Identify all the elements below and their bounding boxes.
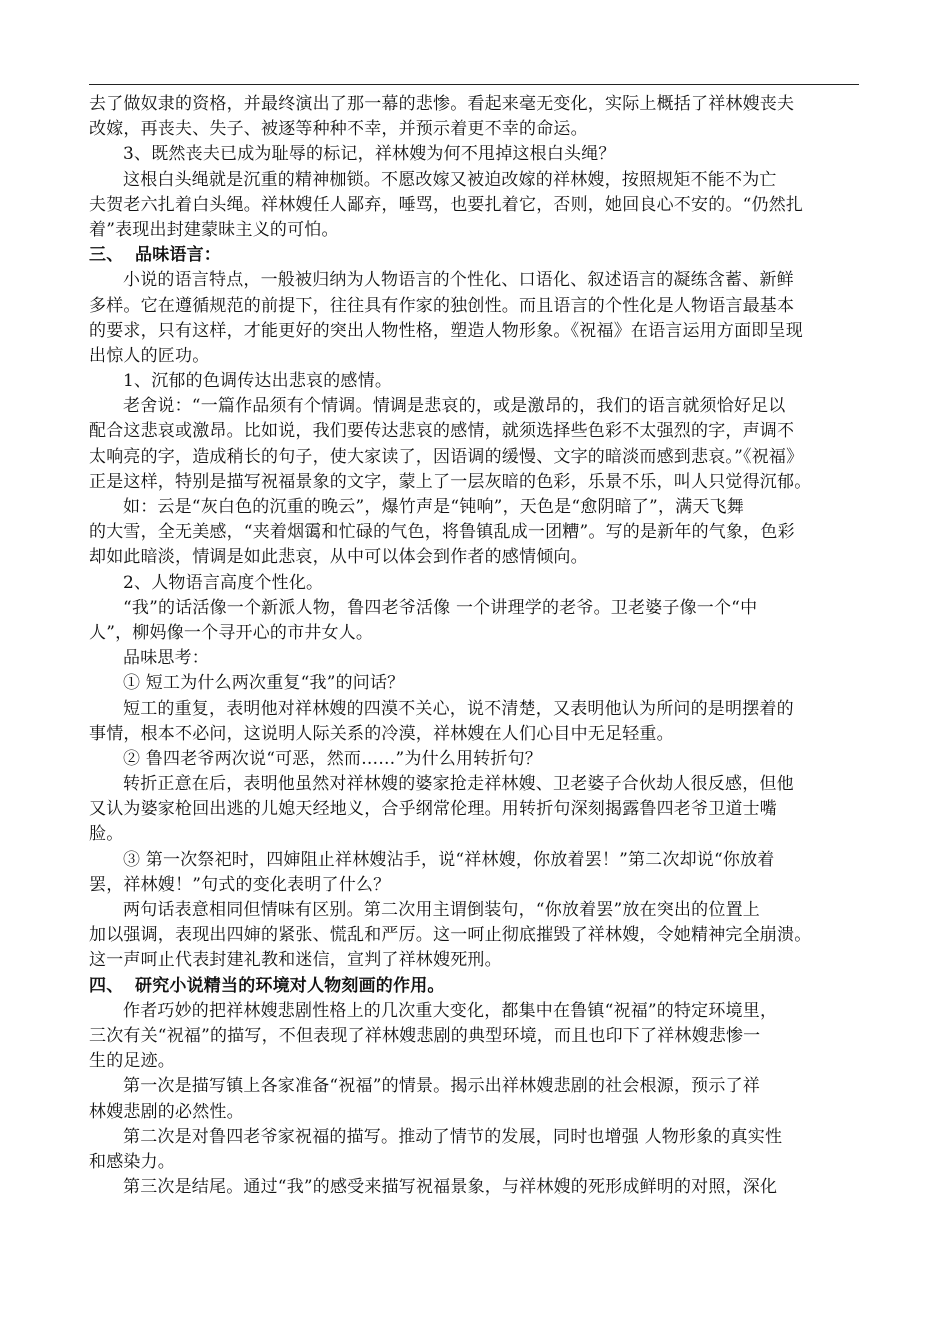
- text-line: 事情，根本不必问，这说明人际关系的冷漠，祥林嫂在人们心目中无足轻重。: [89, 723, 674, 744]
- text-line: 第一次是描写镇上各家准备“祝福”的情景。揭示出祥林嫂悲剧的社会根源，预示了祥: [123, 1076, 760, 1097]
- section-title: 品味语言：: [135, 245, 221, 266]
- text-line: 的要求，只有这样，才能更好的突出人物性格，塑造人物形象。《祝福》在语言运用方面即呈现: [89, 320, 803, 341]
- text-line: 又认为婆家枪回出逃的儿媳天经地义，合乎纲常伦理。用转折句深刻揭露鲁四老爷卫道士嘴: [89, 799, 777, 820]
- text-line: 正是这样，特别是描写祝福景象的文字，蒙上了一层灰暗的色彩，乐景不乐，叫人只觉得沉郁。: [89, 471, 812, 492]
- text-line: 和感染力。: [89, 1151, 175, 1172]
- text-line: 这根白头绳就是沉重的精神枷锁。不愿改嫁又被迫改嫁的祥林嫂，按照规矩不能不为亡: [123, 169, 777, 190]
- text-line: 转折正意在后，表明他虽然对祥林嫂的婆家抢走祥林嫂、卫老婆子合伙劫人很反感，但他: [123, 774, 794, 795]
- text-line: 改嫁，再丧夫、失子、被逐等种种不幸，并预示着更不幸的命运。: [89, 119, 588, 140]
- text-line: 的大雪，全无美感，“夹着烟霭和忙碌的气色，将鲁镇乱成一团糟”。写的是新年的气象，色彩: [89, 522, 795, 543]
- text-line: 如：云是“灰白色的沉重的晚云”，爆竹声是“钝响”，天色是“愈阴暗了”，满天飞舞: [123, 497, 744, 517]
- text-line: 生的足迹。: [89, 1051, 175, 1072]
- text-line: 短工的重复，表明他对祥林嫂的四漠不关心，说不清楚，又表明他认为所问的是明摆着的: [123, 698, 794, 719]
- section-heading-3: [89, 243, 859, 268]
- question-item: ② 鲁四老爷两次说“可恶，然而……”为什么用转折句？: [123, 748, 542, 769]
- text-line: 太响亮的字，造成稍长的句子，使大家读了，因语调的缓慢、文字的暗淡而感到悲哀。”《祝福》: [89, 446, 804, 467]
- subheading: 1、沉郁的色调传达出悲哀的感情。: [123, 371, 393, 392]
- text-line: 夫贺老六扎着白头绳。祥林嫂任人鄙弃，唾骂，也要扎着它，否则，她回良心不安的。“仍然扎: [89, 194, 804, 215]
- text-line: 品味思考：: [123, 648, 209, 669]
- text-line: 三次有关“祝福”的描写，不但表现了祥林嫂悲剧的典型环境，而且也印下了祥林嫂悲惨一: [89, 1025, 761, 1046]
- text-line: 林嫂悲剧的必然性。: [89, 1101, 244, 1122]
- text-line: 却如此暗淡，情调是如此悲哀，从中可以体会到作者的感情倾向。: [89, 547, 588, 568]
- text-line: “我”的话活像一个新派人物，鲁四老爷活像 一个讲理学的老爷。卫老婆子像一个“中: [123, 597, 758, 618]
- document-body: [89, 92, 859, 1200]
- text-line: 人”，柳妈像一个寻开心的市井女人。: [89, 622, 374, 643]
- text-line: 两句话表意相同但情味有区别。第二次用主谓倒装句，“你放着罢”放在突出的位置上: [123, 900, 760, 920]
- section-title: 研究小说精当的环境对人物刻画的作用。: [135, 975, 445, 996]
- text-line: 老舍说：“一篇作品须有个情调。情调是悲哀的，或是激昂的，我们的语言就须恰好足以: [123, 396, 786, 417]
- text-line: 脸。: [89, 824, 124, 845]
- text-line: 作者巧妙的把祥林嫂悲剧性格上的几次重大变化，都集中在鲁镇“祝福”的特定环境里，: [123, 1000, 778, 1021]
- text-line: 罢，祥林嫂！”句式的变化表明了什么？: [89, 874, 391, 895]
- text-line: 配合这悲哀或激昂。比如说，我们要传达悲哀的感情，就须选择些色彩不太强烈的字，声调不: [89, 421, 795, 442]
- text-line: 这一声呵止代表封建礼教和迷信，宣判了祥林嫂死刑。: [89, 950, 502, 971]
- question-item: ① 短工为什么两次重复“我”的问话？: [123, 673, 405, 694]
- text-line: 加以强调，表现出四婶的紧张、慌乱和严厉。这一呵止彻底摧毁了祥林嫂，令她精神完全崩溃。: [89, 925, 812, 946]
- question-3: 3、既然丧夫已成为耻辱的标记，祥林嫂为何不甩掉这根白头绳？: [123, 144, 616, 165]
- text-line: 着”表现出封建蒙昧主义的可怕。: [89, 219, 339, 240]
- text-line: 多样。它在遵循规范的前提下，往往具有作家的独创性。而且语言的个性化是人物语言最基本: [89, 295, 795, 316]
- text-line: 第三次是结尾。通过“我”的感受来描写祝福景象，与祥林嫂的死形成鲜明的对照，深化: [123, 1177, 778, 1198]
- section-heading-4: [89, 974, 859, 999]
- header-rule: [89, 84, 859, 85]
- text-line: 小说的语言特点，一般被归纳为人物语言的个性化、口语化、叙述语言的凝练含蓄、新鲜: [123, 270, 794, 291]
- section-number: 四、: [89, 975, 124, 996]
- text-line: 第二次是对鲁四老爷家祝福的描写。推动了情节的发展，同时也增强 人物形象的真实性: [123, 1126, 783, 1147]
- question-item: ③ 第一次祭祀时，四婶阻止祥林嫂沾手，说“祥林嫂，你放着罢！”第二次却说“你放着: [123, 849, 775, 870]
- text-line: 出惊人的匠功。: [89, 345, 210, 366]
- subheading: 2、人物语言高度个性化。: [123, 572, 324, 593]
- text-line: 去了做奴隶的资格，并最终演出了那一幕的悲惨。看起来毫无变化，实际上概括了祥林嫂丧夫: [89, 94, 795, 114]
- section-number: 三、: [89, 245, 124, 266]
